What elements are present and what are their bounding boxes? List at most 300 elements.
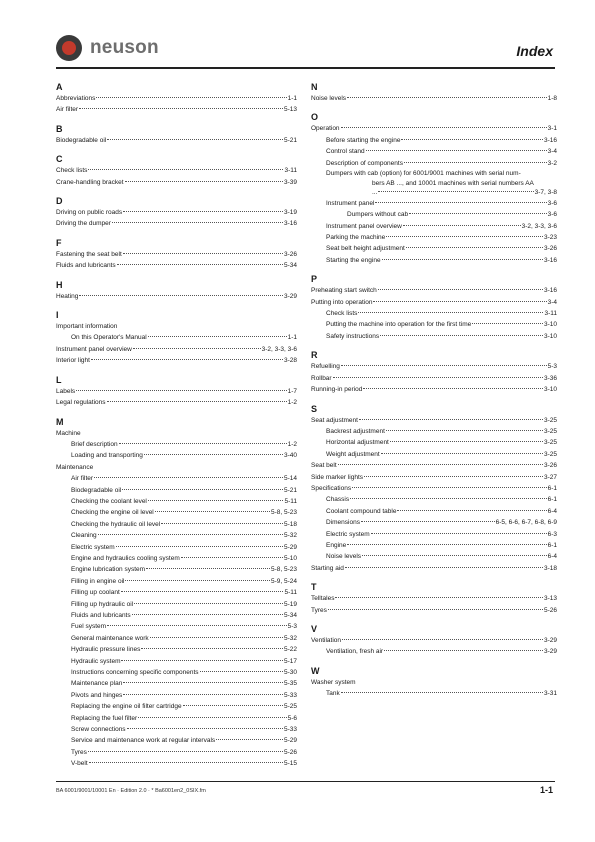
dot-leader: [381, 453, 543, 454]
dot-leader: [390, 441, 543, 442]
index-entry: [56, 355, 297, 366]
index-entry: [56, 260, 297, 271]
index-entry-page: 3-6: [547, 199, 557, 207]
index-entry: [311, 146, 557, 157]
index-entry: [56, 644, 297, 655]
index-entry: [311, 158, 557, 169]
index-entry: [56, 724, 297, 735]
index-entry: [56, 332, 297, 343]
index-entry: [56, 450, 297, 461]
index-entry: [56, 576, 297, 587]
index-entry: [311, 232, 557, 243]
index-entry-text: Air filter: [71, 475, 94, 483]
index-entry: [56, 599, 297, 610]
index-entry-page: 3-16: [543, 287, 557, 295]
index-entry-page: 3-16: [283, 220, 297, 228]
index-entry-page: 5-11: [284, 497, 297, 505]
dot-leader: [96, 97, 286, 98]
index-entry-page: 5-9, 5-24: [270, 577, 297, 585]
index-entry: [56, 177, 297, 188]
dot-leader: [397, 510, 546, 511]
index-entry-text: Fluids and lubricants: [56, 262, 116, 270]
index-entry-text: Tyres: [311, 606, 327, 614]
index-entry: [311, 605, 557, 616]
index-entry: [311, 209, 557, 220]
dot-leader: [371, 533, 547, 534]
index-entry: [311, 331, 557, 342]
index-entry: [311, 529, 557, 540]
index-section-letter: D: [56, 196, 63, 207]
index-entry-text: Noise levels: [311, 95, 347, 102]
index-entry-page: 5-25: [283, 703, 297, 711]
brand-name: neuson: [90, 37, 159, 58]
index-entry-page: 5-32: [283, 634, 297, 642]
brand-logo: [56, 35, 159, 61]
index-entry-text: Rollbar: [311, 374, 332, 382]
index-entry: [56, 397, 297, 408]
index-entry: [311, 593, 557, 604]
index-entry: [56, 439, 297, 450]
index-entry: [311, 483, 557, 494]
index-entry-text: Checking the hydraulic oil level: [71, 520, 161, 528]
dot-leader: [386, 236, 543, 237]
dot-leader: [155, 511, 270, 512]
index-entry-page: 5-14: [283, 475, 297, 483]
dot-leader: [123, 253, 283, 254]
index-entry-text: Fuel system: [71, 623, 107, 631]
index-entry-text: Maintenance: [56, 463, 94, 471]
index-section-letter: H: [56, 279, 63, 290]
index-entry-page: 3-10: [543, 332, 557, 340]
index-entry-text: On this Operator's Manual: [71, 334, 147, 342]
index-entry-text: Electric system: [326, 530, 370, 538]
dot-leader: [133, 348, 261, 349]
index-section-letter: O: [311, 112, 319, 123]
dot-leader: [123, 211, 283, 212]
index-entry-text: Dumpers without cab: [347, 211, 409, 219]
index-section-letter: L: [56, 374, 62, 385]
index-entry: [311, 384, 557, 395]
index-entry: [311, 563, 557, 574]
dot-leader: [338, 464, 543, 465]
index-entry-text: Check lists: [326, 310, 358, 318]
index-entry-page: 6-1: [547, 484, 557, 492]
index-entry-page: 5-11: [284, 589, 297, 597]
index-entry-page: 5-19: [283, 600, 297, 608]
index-entry: [311, 437, 557, 448]
index-entry-page: 3-11: [544, 310, 557, 318]
index-entry-text: Ventilation: [311, 637, 341, 644]
index-entry-text: Screw connections: [71, 726, 126, 734]
index-entry-page: 5-26: [283, 748, 297, 756]
index-entry-page: 1-1: [287, 334, 297, 342]
index-entry-text: Fastening the seat belt: [56, 250, 122, 258]
index-entry-text: Coolant compound table: [326, 507, 397, 515]
index-entry-page: 5-34: [283, 262, 297, 270]
index-entry-text: Noise levels: [326, 553, 362, 561]
index-entry-page: 5-29: [283, 543, 297, 551]
index-entry: [311, 506, 557, 517]
index-entry-page: 5-30: [283, 669, 297, 677]
index-entry: [311, 243, 557, 254]
index-entry: [311, 449, 557, 460]
index-entry: [56, 553, 297, 564]
index-entry-page: 3-6: [547, 211, 557, 219]
index-entry: [311, 494, 557, 505]
index-entry-text: Fluids and lubricants: [71, 612, 131, 619]
index-entry: [56, 656, 297, 667]
dot-leader: [121, 660, 283, 661]
index-entry-text: Backrest adjustment: [326, 427, 385, 435]
index-entry-text: Labels: [56, 387, 76, 395]
index-entry-text: Instructions concerning specific components: [71, 669, 199, 677]
dot-leader: [107, 139, 283, 140]
index-entry-text: Important information: [56, 323, 118, 331]
dot-leader: [341, 692, 543, 693]
dot-leader: [181, 557, 283, 558]
dot-leader: [119, 443, 287, 444]
index-entry: [311, 517, 557, 528]
index-entry-text: Putting into operation: [311, 298, 373, 306]
dot-leader: [122, 489, 283, 490]
index-entry-page: 5-34: [283, 612, 297, 619]
dot-leader: [141, 648, 283, 649]
dot-leader: [345, 567, 543, 568]
index-entry-page: 3-4: [547, 298, 557, 306]
dot-leader: [148, 336, 287, 337]
index-entry-text: Starting aid: [311, 564, 344, 572]
dot-leader: [127, 728, 283, 729]
index-entry: [56, 135, 297, 146]
index-entry-text: Checking the coolant level: [71, 497, 147, 505]
index-entry-page: 3-2: [547, 159, 557, 167]
index-section-letter: C: [56, 154, 63, 165]
dot-leader: [146, 568, 270, 569]
index-entry-text: Check lists: [56, 167, 88, 175]
index-entry-text: Pivots and hinges: [71, 691, 123, 699]
index-section-letter: F: [56, 237, 62, 248]
index-entry-page: 5-6: [287, 714, 297, 722]
index-entry: [311, 688, 557, 699]
index-entry: [56, 758, 297, 769]
index-entry-page: 3-16: [543, 136, 557, 144]
index-entry: [56, 344, 297, 355]
index-entry-page: 5-3: [547, 363, 557, 371]
dot-leader: [333, 377, 543, 378]
index-section-letter: V: [311, 624, 318, 634]
index-entry-page: 1-8: [547, 95, 557, 102]
index-entry-text: Safety instructions: [326, 332, 380, 340]
dot-leader: [358, 312, 543, 313]
index-entry: [311, 426, 557, 437]
index-entry: [56, 587, 297, 598]
header-divider: [56, 67, 555, 69]
index-entry: [56, 165, 297, 176]
index-entry-text: Filling in engine oil: [71, 577, 125, 585]
dot-leader: [98, 534, 283, 535]
index-entry-text: Instrument panel: [326, 199, 375, 207]
dot-leader: [347, 544, 546, 545]
index-entry-page: 3-11: [284, 167, 297, 175]
index-section-letter: S: [311, 403, 318, 414]
dot-leader: [125, 181, 283, 182]
index-entry: [311, 361, 557, 372]
index-entry-page: 3-31: [543, 690, 557, 698]
dot-leader: [362, 555, 547, 556]
index-entry: [56, 496, 297, 507]
index-entry-text: Interior light: [56, 357, 90, 365]
index-entry-page: 3-26: [543, 462, 557, 470]
index-entry-text: Dimensions: [326, 519, 360, 527]
index-entry-text: Service and maintenance work at regular intervals: [71, 737, 216, 745]
index-entry: [56, 507, 297, 518]
dot-leader: [366, 150, 547, 151]
index-entry-page: 3-1: [547, 125, 557, 133]
index-entry: [311, 472, 557, 483]
dot-leader: [144, 454, 283, 455]
index-entry-text: Driving the dumper: [56, 220, 111, 228]
index-entry-page: 5-18: [283, 520, 297, 528]
footer-document-info: BA 6001/9001/10001 En · Edition 2.0 · * Ba6001en2_0SIX.fm: [56, 788, 206, 794]
index-entry-page: 5-33: [283, 691, 297, 699]
index-entry-text: Chassis: [326, 496, 350, 504]
index-entry-text: Tyres: [71, 748, 87, 756]
index-entry-page: 3-25: [543, 439, 557, 447]
dot-leader: [88, 169, 283, 170]
index-entry-text: Maintenance plan: [71, 680, 123, 688]
index-entry: [56, 747, 297, 758]
dot-leader: [341, 365, 547, 366]
index-entry-page: 3-4: [547, 148, 557, 156]
dot-leader: [116, 546, 283, 547]
dot-leader: [382, 259, 543, 260]
index-entry: [56, 713, 297, 724]
dot-leader: [123, 682, 283, 683]
dot-leader: [107, 401, 287, 402]
index-section-letter: B: [56, 123, 63, 134]
index-entry-page: 6-4: [547, 507, 557, 515]
dot-leader: [134, 603, 283, 604]
index-section-letter: A: [56, 82, 63, 92]
index-entry: [56, 473, 297, 484]
index-entry-text: Crane-handling bracket: [56, 178, 124, 186]
index-entry: [56, 633, 297, 644]
index-entry-page: 3-40: [283, 452, 297, 460]
index-entry: [56, 485, 297, 496]
dot-leader: [328, 609, 543, 610]
index-entry: [56, 386, 297, 397]
dot-leader: [359, 419, 543, 420]
dot-leader: [117, 264, 283, 265]
index-entry-text: Dumpers with cab (option) for 6001/9001 machines with serial num-: [326, 170, 521, 178]
index-entry-page: 5-33: [283, 726, 297, 734]
index-entry-text: Abbreviations: [56, 95, 96, 102]
index-entry-text: Instrument panel overview: [56, 345, 132, 353]
index-entry: [56, 218, 297, 229]
index-entry-page: 5-8, 5-23: [270, 509, 297, 517]
index-entry: [311, 308, 557, 319]
index-entry-text: Tank: [326, 690, 340, 698]
index-entry: [311, 198, 557, 209]
index-entry-page: 5-29: [283, 737, 297, 745]
index-entry-text: Before starting the engine: [326, 136, 401, 144]
index-entry: [311, 373, 557, 384]
index-entry-text: Operation: [311, 125, 340, 133]
index-entry: [56, 321, 297, 332]
dot-leader: [148, 500, 284, 501]
index-entry-page: 3-2, 3-3, 3-6: [521, 222, 557, 230]
index-entry-page: 5-8, 5-23: [270, 566, 297, 574]
index-entry-page: 3-25: [543, 450, 557, 458]
dot-leader: [409, 213, 547, 214]
index-entry-page: 3-23: [543, 234, 557, 242]
index-entry-text: Washer system: [311, 678, 356, 686]
index-entry: [311, 540, 557, 551]
page-title: Index: [516, 43, 553, 59]
index-entry-page: 3-18: [543, 564, 557, 572]
index-entry-page: 3-29: [543, 637, 557, 644]
index-entry: [56, 104, 297, 115]
index-entry-text: Biodegradable oil: [56, 136, 107, 144]
index-entry-text: Replacing the fuel filter: [71, 714, 138, 722]
index-entry: [311, 635, 557, 646]
dot-leader: [472, 323, 543, 324]
index-entry-text: bers AB ..., and 10001 machines with serial numbers AA: [372, 179, 534, 187]
index-entry-page: 3-26: [543, 245, 557, 253]
index-entry-page: 1-2: [287, 440, 297, 448]
dot-leader: [364, 476, 543, 477]
index-entry-page: 5-15: [283, 760, 297, 768]
index-entry-text: Engine lubrication system: [71, 566, 146, 574]
index-entry: [56, 530, 297, 541]
index-entry: [56, 610, 297, 621]
dot-leader: [79, 295, 283, 296]
index-entry-page: 3-28: [283, 357, 297, 365]
dot-leader: [107, 625, 287, 626]
index-entry-text: Hydraulic pressure lines: [71, 646, 141, 654]
index-entry: [56, 621, 297, 632]
dot-leader: [380, 335, 543, 336]
index-entry-page: 6-1: [547, 496, 557, 504]
dot-leader: [352, 487, 546, 488]
index-entry-text: Seat adjustment: [311, 416, 358, 424]
index-entry-text: Specifications: [311, 484, 352, 492]
index-entry: [311, 221, 557, 232]
index-entry-text: Putting the machine into operation for the first time: [326, 321, 472, 329]
index-entry-page: 6-4: [547, 553, 557, 561]
index-entry-page: 6-5, 6-6, 6-7, 6-8, 6-9: [495, 519, 557, 527]
index-entry-text: Filling up hydraulic oil: [71, 600, 134, 608]
index-entry-page: 3-36: [543, 374, 557, 382]
index-entry-text: Seat belt: [311, 462, 337, 470]
index-entry-text: V-belt: [71, 760, 88, 768]
index-entry: [56, 428, 297, 439]
dot-leader: [361, 521, 495, 522]
dot-leader: [123, 694, 283, 695]
index-entry-page: 5-32: [283, 532, 297, 540]
index-section-letter: R: [311, 350, 318, 361]
index-entry-page: 1-2: [287, 399, 297, 407]
index-entry: [56, 519, 297, 530]
index-entry-text: Description of components: [326, 159, 403, 167]
index-entry-page: 5-26: [543, 606, 557, 614]
index-entry: [56, 93, 297, 104]
dot-leader: [373, 301, 546, 302]
dot-leader: [335, 597, 543, 598]
index-entry-text: ...: [372, 189, 378, 197]
dot-leader: [200, 671, 283, 672]
dot-leader: [112, 222, 283, 223]
index-entry-page: 5-21: [283, 486, 297, 494]
index-entry-page: 3-2, 3-3, 3-6: [261, 345, 297, 353]
index-entry-page: 5-22: [283, 646, 297, 654]
index-entry-text: Brief description: [71, 440, 118, 448]
index-entry: [311, 135, 557, 146]
index-entry-page: 1-7: [287, 387, 297, 395]
index-entry: [56, 667, 297, 678]
index-entry-text: Running-in period: [311, 386, 363, 394]
index-entry-page: 3-7, 3-8: [534, 189, 557, 197]
index-section-letter: I: [56, 310, 59, 321]
dot-leader: [89, 762, 283, 763]
dot-leader: [183, 705, 283, 706]
index-entry-page: 5-21: [283, 136, 297, 144]
index-entry: [56, 735, 297, 746]
dot-leader: [88, 751, 283, 752]
index-section-letter: T: [311, 582, 317, 593]
index-entry-page: 3-25: [543, 416, 557, 424]
dot-leader: [121, 591, 284, 592]
dot-leader: [94, 477, 283, 478]
index-entry: [56, 207, 297, 218]
index-entry-text: Air filter: [56, 106, 79, 114]
index-entry: [311, 319, 557, 330]
index-entry-page: 5-10: [283, 554, 297, 562]
index-entry-text: Ventilation, fresh air: [326, 648, 384, 656]
index-entry-page: 5-13: [283, 106, 297, 114]
dot-leader: [403, 225, 521, 226]
index-entry-text: Cleaning: [71, 532, 97, 540]
index-entry: [56, 678, 297, 689]
dot-leader: [150, 637, 283, 638]
index-entry-page: 3-10: [543, 386, 557, 394]
index-entry-text: Seat belt height adjustment: [326, 245, 405, 253]
dot-leader: [76, 390, 286, 391]
index-entry-text: Preheating start switch: [311, 287, 377, 295]
index-entry-text: Replacing the engine oil filter cartridge: [71, 703, 182, 711]
index-entry-text: Filling up coolant: [71, 589, 120, 597]
index-entry-line: [326, 188, 557, 198]
index-entry-page: 3-19: [283, 209, 297, 217]
index-entry-text: Horizontal adjustment: [326, 439, 389, 447]
index-section-letter: M: [56, 416, 64, 427]
index-entry-page: 5-35: [283, 680, 297, 688]
neuson-logo-icon: [56, 35, 82, 61]
dot-leader: [216, 739, 283, 740]
index-entry-page: 3-13: [543, 595, 557, 603]
index-entry-text: Weight adjustment: [326, 450, 380, 458]
index-entry: [56, 542, 297, 553]
index-entry-text: Machine: [56, 429, 81, 437]
dot-leader: [378, 191, 533, 192]
index-entry: [311, 677, 557, 688]
dot-leader: [363, 388, 543, 389]
dot-leader: [401, 139, 543, 140]
index-entry-page: 5-3: [287, 623, 297, 631]
index-column-left: [56, 82, 297, 770]
index-entry-text: Legal regulations: [56, 399, 106, 407]
index-section-letter: N: [311, 82, 318, 92]
